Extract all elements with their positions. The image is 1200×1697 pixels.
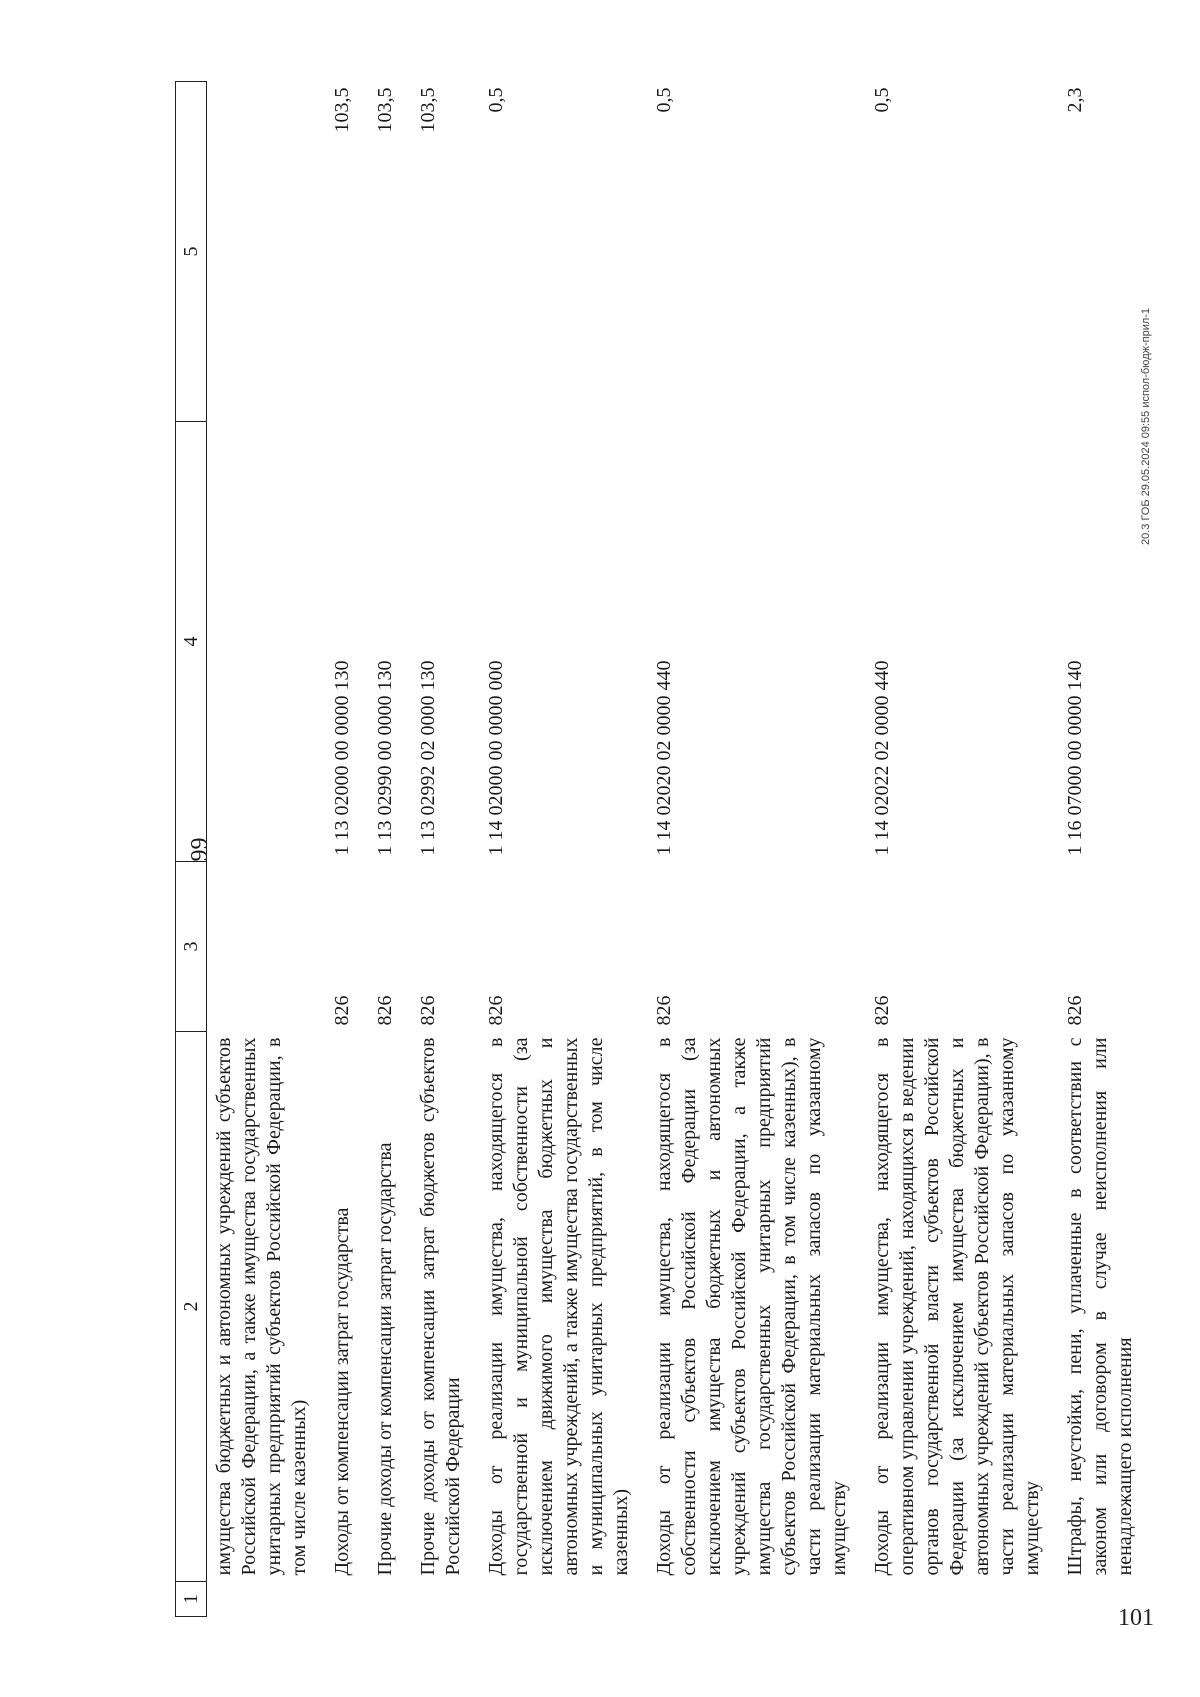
amount: 103,5 bbox=[331, 87, 353, 133]
row-number-cell bbox=[325, 1582, 368, 1617]
col-header-3: 3 bbox=[176, 862, 207, 1032]
amount: 103,5 bbox=[417, 87, 439, 133]
budget-classification-code: 1 14 02000 00 0000 000 bbox=[485, 660, 507, 856]
admin-code: 826 bbox=[485, 995, 507, 1026]
income-description: Доходы от компенсации затрат государства bbox=[331, 1207, 353, 1576]
admin-code: 826 bbox=[374, 995, 396, 1026]
column-number-row bbox=[176, 82, 207, 1617]
admin-code bbox=[207, 862, 326, 1032]
table-row bbox=[325, 82, 368, 1617]
budget-classification-code: 1 14 02020 02 0000 440 bbox=[653, 660, 675, 856]
budget-classification-code: 1 13 02000 00 0000 130 bbox=[331, 660, 353, 856]
admin-code: 826 bbox=[871, 995, 893, 1026]
budget-table bbox=[175, 81, 1151, 1617]
income-description: Прочие доходы от компенсации затрат государства bbox=[374, 1142, 396, 1576]
row-number-cell bbox=[479, 1582, 647, 1617]
admin-code: 826 bbox=[653, 995, 675, 1026]
table-row bbox=[1058, 82, 1151, 1617]
row-number-cell bbox=[411, 1582, 479, 1617]
income-description: Прочие доходы от компенсации затрат бюджетов субъектов Российской Федерации bbox=[417, 1037, 464, 1576]
budget-classification-code bbox=[207, 422, 326, 862]
income-description: Доходы от реализации имущества, находящегося в государственной и муниципальной собственности (за исключением движимого имущества бюджетных и автономных учреждений, а также имущества государственных и муниципальных унитарных предприятий, в том числе казенных) bbox=[485, 1037, 632, 1576]
document-stamp: 20.3 ГОБ 29.05.2024 09:55 испол-бюдж-прил-1 bbox=[1140, 307, 1152, 545]
col-header-2: 2 bbox=[176, 1032, 207, 1582]
amount: 103,5 bbox=[374, 87, 396, 133]
row-number-cell bbox=[368, 1582, 411, 1617]
amount bbox=[207, 82, 326, 422]
income-description: Доходы от реализации имущества, находящегося в собственности субъектов Российской Федерации (за исключением имущества бюджетных и автономных учреждений субъектов Российской Федерации, а также имущества государственных унитарных предприятий субъектов Российской Федерации, в том числе казенных), в части реализации материальных запасов по указанному имуществу bbox=[653, 1037, 850, 1576]
amount: 2,3 bbox=[1064, 87, 1086, 113]
budget-classification-code: 1 16 07000 00 0000 140 bbox=[1064, 660, 1086, 856]
budget-classification-code: 1 13 02990 00 0000 130 bbox=[374, 660, 396, 856]
table-row bbox=[647, 82, 865, 1617]
row-number-cell bbox=[647, 1582, 865, 1617]
budget-classification-code: 1 14 02022 02 0000 440 bbox=[871, 660, 893, 856]
col-header-4: 4 bbox=[176, 422, 207, 862]
rotated-page bbox=[175, 82, 1136, 1617]
table-row bbox=[479, 82, 647, 1617]
amount: 0,5 bbox=[871, 87, 893, 113]
col-header-5: 5 bbox=[176, 82, 207, 422]
amount: 0,5 bbox=[653, 87, 675, 113]
row-number-cell bbox=[865, 1582, 1058, 1617]
income-description: имущества бюджетных и автономных учреждений субъектов Российской Федерации, а также имущества государственных унитарных предприятий субъектов Российской Федерации, в том числе казенных) bbox=[213, 1037, 310, 1576]
col-header-1: 1 bbox=[176, 1582, 207, 1617]
row-number-cell bbox=[207, 1582, 326, 1617]
table-row bbox=[207, 82, 326, 1617]
admin-code: 826 bbox=[331, 995, 353, 1026]
amount: 0,5 bbox=[485, 87, 507, 113]
admin-code: 826 bbox=[417, 995, 439, 1026]
income-description: Штрафы, неустойки, пени, уплаченные в соответствии с законом или договором в случае неисполнения или ненадлежащего исполнения bbox=[1064, 1037, 1136, 1576]
page-number: 99 bbox=[187, 837, 213, 862]
income-description: Доходы от реализации имущества, находящегося в оперативном управлении учреждений, находящихся в ведении органов государственной власти субъектов Российской Федерации (за исключением имущества бюджетных и автономных учреждений субъектов Российской Федерации), в части реализации материальных запасов по указанному имуществу bbox=[871, 1037, 1043, 1576]
budget-classification-code: 1 13 02992 02 0000 130 bbox=[417, 660, 439, 856]
table-row bbox=[411, 82, 479, 1617]
table-row bbox=[865, 82, 1058, 1617]
admin-code: 826 bbox=[1064, 995, 1086, 1026]
sheet-number: 101 bbox=[1118, 1605, 1154, 1631]
table-row bbox=[368, 82, 411, 1617]
